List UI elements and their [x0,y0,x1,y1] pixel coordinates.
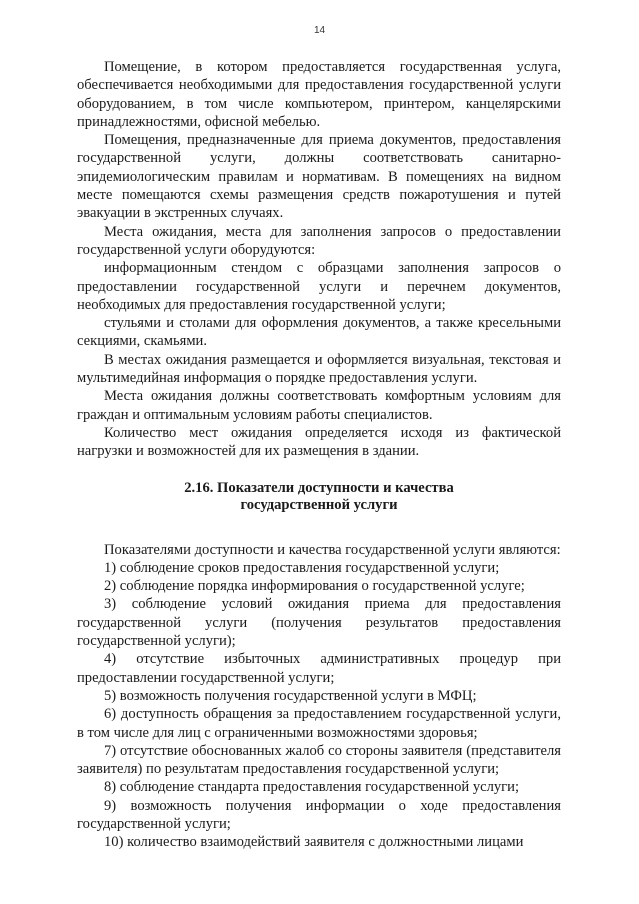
paragraph: В местах ожидания размещается и оформляется визуальная, текстовая и мультимедийная информация о порядке предоставления услуги. [77,351,561,387]
list-item: 10) количество взаимодействий заявителя с должностными лицами [104,834,524,851]
list-item: 8) соблюдение стандарта предоставления государственной услуги; [104,779,520,796]
list-item: 1) соблюдение сроков предоставления государственной услуги; [104,559,500,576]
list-item: 6) доступность обращения за предоставлением государственной услуги, в том числе для лиц с ограниченными возможностями здоровья; [77,706,561,741]
paragraph: Места ожидания, места для заполнения запросов о предоставлении государственной услуги оборудуются: [77,223,561,258]
list-item: 9) возможность получения информации о ходе предоставления государственной услуги; [77,797,561,832]
page-number: 14 [313,25,326,36]
list-item: 3) соблюдение условий ожидания приема для предоставления государственной услуги (получения результатов предоставления государственной услуги); [77,596,561,650]
paragraph: Места ожидания должны соответствовать комфортным условиям для граждан и оптимальным условиям работы специалистов. [77,388,561,423]
paragraph: информационным стендом с образцами заполнения запросов о предоставлении государственной услуги и перечнем документов, необходимых для предоставления государственной услуги; [77,260,561,313]
list-item: 4) отсутствие избыточных административных процедур при предоставлении государственной услуги; [77,651,561,686]
list-item: 7) отсутствие обоснованных жалоб со стороны заявителя (представителя заявителя) по результатам предоставления государственной услуги; [77,742,561,778]
paragraph: Показателями доступности и качества государственной услуги являются: [104,541,561,558]
paragraph: стульями и столами для оформления документов, а также кресельными секциями, скамьями. [77,315,561,350]
list-item: 5) возможность получения государственной услуги в МФЦ; [104,687,477,704]
section-heading-line: 2.16. Показатели доступности и качества [184,479,454,496]
section-heading [77,480,561,514]
page-content [77,58,561,852]
paragraph: Помещения, предназначенные для приема документов, предоставления государственной услуги, должны соответствовать санитарно-эпидемиологическим правилам и нормативам. В помещениях на видном месте помещаются схемы размещения средств пожаротушения и путей эвакуации в экстренных случаях. [77,132,561,222]
section-heading-line: государственной услуги [240,496,398,513]
paragraph: Количество мест ожидания определяется исходя из фактической нагрузки и возможностей для их размещения в здании. [77,424,561,460]
paragraph: Помещение, в котором предоставляется государственная услуга, обеспечивается необходимыми для предоставления государственной услуги оборудованием, в том числе компьютером, принтером, канцелярскими принадлежностями, офисной мебелью. [77,59,561,130]
list-item: 2) соблюдение порядка информирования о государственной услуге; [104,578,525,595]
